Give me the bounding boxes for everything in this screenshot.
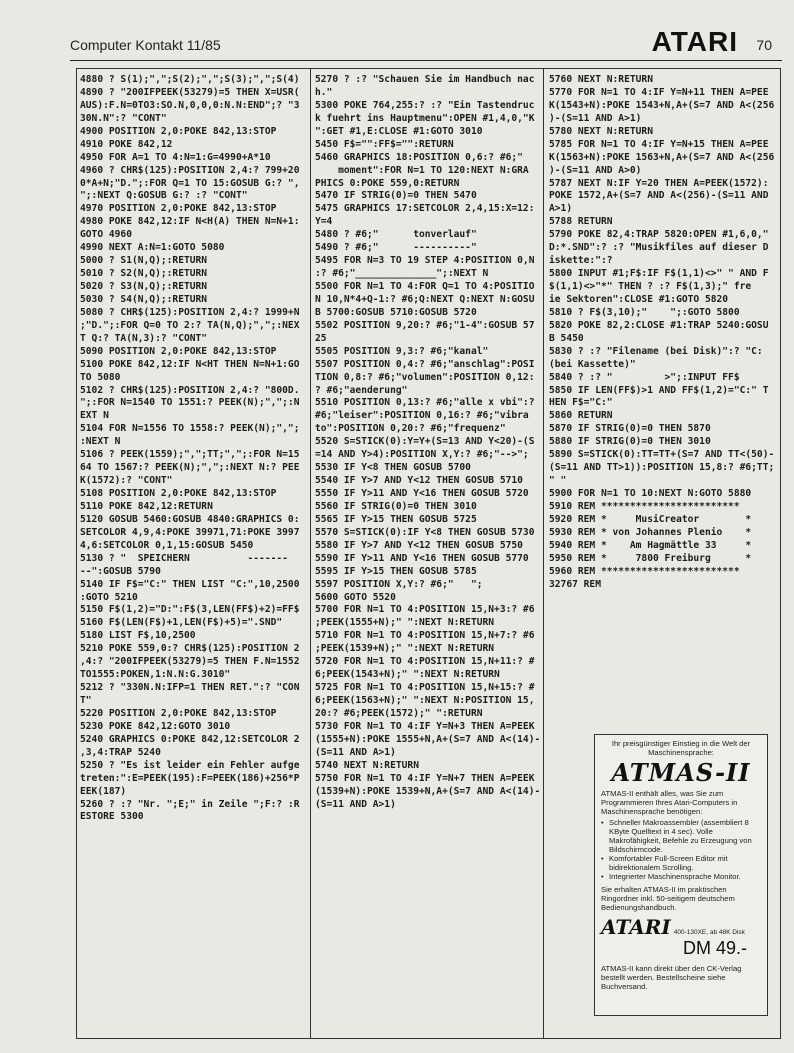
code-line: K(1572):? "CONT" [80,475,173,487]
listing-column-2 [315,74,540,811]
atmas-advertisement [594,734,768,1016]
code-line: #6;"leiser":POSITION 0,16:? #6;"vibra [315,410,529,422]
code-line: 5930 REM * von Johannes Plenio * [549,526,752,538]
code-line: 5600 GOTO 5520 [315,591,396,603]
code-line: 5160 F$(LEN(F$)+1,LEN(F$)+5)=".SND" [80,617,283,629]
code-line: :NEXT N [80,436,121,448]
code-line: )-(S=11 AND A>1) [549,112,642,124]
code-line: 4970 POSITION 2,0:POKE 842,13:STOP [80,203,277,215]
code-line: 5700 FOR N=1 TO 4:POSITION 15,N+3:? #6 [315,604,535,616]
code-line: Y=4 [315,216,333,228]
code-line: 5530 IF Y<8 THEN GOSUB 5700 [315,462,471,474]
code-line: ie Sektoren":CLOSE #1:GOTO 5820 [549,293,729,305]
code-line: 5510 POSITION 0,13:? #6;"alle x vbi":? [315,397,535,409]
code-line: T" [80,695,92,706]
code-line: 5840 ? :? " >";:INPUT FF$ [549,371,740,383]
bullet-icon: • [601,872,604,881]
code-line: 5900 FOR N=1 TO 10:NEXT N:GOTO 5880 [549,488,752,499]
code-line: TO1555:POKEN,1:N.N:G.3010" [80,669,231,681]
code-line: )-(S=11 AND A>0) [549,164,642,176]
code-line: POKE 1572,A+(S=7 AND A<(256)-(S=11 AND [549,190,769,202]
ad-feature [601,854,761,872]
code-line: 5475 GRAPHICS 17:SETCOLOR 2,4,15:X=12: [315,203,535,215]
code-line: TION 0,8:? #6;"volumen":POSITION 0,12: [315,371,535,383]
column-divider-1 [310,68,311,1039]
code-line: 4950 FOR A=1 TO 4:N=1:G=4990+A*10 [80,151,271,163]
code-line: K(1543+N):POKE 1543+N,A+(S=7 AND A<(256 [549,99,775,111]
code-line: ";:FOR N=1540 TO 1551:? PEEK(N);",";:N [80,397,300,409]
ad-feature [601,818,761,854]
code-line: h." [315,86,333,98]
code-line: 5104 FOR N=1556 TO 1558:? PEEK(N);","; [80,423,300,435]
code-line: 5120 GOSUB 5460:GOSUB 4840:GRAPHICS 0: [80,513,300,525]
ad-feature [601,872,761,881]
code-line: HEN F$="C:" [549,397,613,409]
code-line: 4900 POSITION 2,0:POKE 842,13:STOP [80,125,277,137]
code-line: 5505 POSITION 9,3:? #6;"kanal" [315,345,489,357]
code-line: 5730 FOR N=1 TO 4:IF Y=N+3 THEN A=PEEK [315,720,535,732]
code-line: " " [549,475,567,487]
code-line: ,4:? "200IFPEEK(53279)=5 THEN F.N=1552 [80,656,300,668]
code-line: 5020 ? S3(N,Q);:RETURN [80,281,208,292]
code-line: 5180 LIST F$,10,2500 [80,630,196,642]
code-line: 5750 FOR N=1 TO 4:IF Y=N+7 THEN A=PEEK [315,772,535,784]
code-line: 5820 POKE 82,2:CLOSE #1:TRAP 5240:GOSU [549,319,769,331]
code-line: 5470 IF STRIG(0)=0 THEN 5470 [315,190,477,202]
code-line: 5725 FOR N=1 TO 4:POSITION 15,N+15:? # [315,682,535,694]
code-line: 5810 ? F$(3,10);" ";:GOTO 5800 [549,306,740,318]
code-line: ? #6;"aenderung" [315,384,408,396]
code-line: 5787 NEXT N:IF Y=20 THEN A=PEEK(1572): [549,177,769,189]
ad-intro: Ihr preisgünstiger Einstieg in die Welt der Maschinensprache: [611,739,751,757]
ad-description: ATMAS-II enthält alles, was Sie zum Programmieren Ihres Atari-Computers in Maschinensprache benötigen: [601,789,738,816]
code-line: 5830 ? :? "Filename (bei Disk)":? "C: [549,345,763,357]
code-line: ";:NEXT Q:GOSUB G:? :? "CONT" [80,190,248,202]
code-line: 5788 RETURN [549,216,613,228]
code-line: ,3,4:TRAP 5240 [80,746,161,758]
code-line: SETCOLOR 4,9,4:POKE 39971,71:POKE 3997 [80,526,300,538]
code-line: 5500 FOR N=1 TO 4:FOR Q=1 TO 4:POSITIO [315,281,535,292]
section-brand: ATARI [651,26,738,57]
code-line: 5860 RETURN [549,410,613,422]
code-line: 5460 GRAPHICS 18:POSITION 0,6:? #6;" [315,151,523,163]
code-line: 5740 NEXT N:RETURN [315,759,419,771]
code-line: 6;PEEK(1543+N);" ":NEXT N:RETURN [315,669,500,681]
code-line: 5850 IF LEN(FF$)>1 AND FF$(1,2)="C:" T [549,384,769,396]
code-line: (1555+N):POKE 1555+N,A+(S=7 AND A<(14)- [315,733,541,745]
code-line: treten:":E=PEEK(195):F=PEEK(186)+256*P [80,772,300,784]
code-line: EEK(187) [80,785,127,797]
code-line: 5240 GRAPHICS 0:POKE 842,12:SETCOLOR 2 [80,733,300,745]
code-line: ":GET #1,E:CLOSE #1:GOTO 3010 [315,125,483,137]
code-line: 4990 NEXT A:N=1:GOTO 5080 [80,242,225,254]
code-line: 5890 S=STICK(0):TT=TT+(S=7 AND TT<(50)- [549,449,775,461]
code-line: 5495 FOR N=3 TO 19 STEP 4:POSITION 0,N [315,255,535,267]
code-line: 4980 POKE 842,12:IF N<H(A) THEN N=N+1: [80,216,300,228]
code-line: 4880 ? S(1);",";S(2);",";S(3);",";S(4) [80,74,300,85]
page-number: 70 [756,37,772,53]
code-line: TO 5080 [80,371,121,383]
code-line: N 10,N*4+Q-1:? #6;Q:NEXT Q:NEXT N:GOSU [315,293,535,305]
code-line: 5580 IF Y>7 AND Y<12 THEN GOSUB 5750 [315,539,523,551]
code-line: 5490 ? #6;" ----------" [315,242,477,254]
code-line: (S=11 AND TT>1)):POSITION 15,8:? #6;TT; [549,462,775,474]
code-line: 5108 POSITION 2,0:POKE 842,13:STOP [80,488,277,499]
code-line: 5560 IF STRIG(0)=0 THEN 3010 [315,500,477,512]
code-line: 5270 ? :? "Schauen Sie im Handbuch nac [315,74,535,85]
code-line: 5870 IF STRIG(0)=0 THEN 5870 [549,423,711,435]
code-line: 5140 IF F$="C:" THEN LIST "C:",10,2500 [80,578,300,590]
code-line: ;PEEK(1539+N);" ":NEXT N:RETURN [315,643,495,655]
code-line: AUS):F.N=0TO3:SO.N,0,0,0:N.N:END";? "3 [80,99,300,111]
code-line: 5150 F$(1,2)="D:":F$(3,LEN(FF$)+2)=FF$ [80,604,300,616]
code-line: 5960 REM ************************ [549,565,740,577]
code-line: 20:? #6;PEEK(1572);" ":RETURN [315,707,483,719]
page-header [70,26,782,61]
code-line: 5450 F$="":FF$="":RETURN [315,138,454,150]
code-line: 5550 IF Y>11 AND Y<16 THEN GOSUB 5720 [315,488,529,499]
code-line: 5520 S=STICK(0):Y=Y+(S=13 AND Y<20)-(S [315,436,535,448]
code-line: 5720 FOR N=1 TO 4:POSITION 15,N+11:? # [315,656,535,668]
ad-feature-text: Komfortabler Full-Screen Editor mit bidirektionalem Scrolling. [609,854,728,872]
code-line: (1539+N):POKE 1539+N,A+(S=7 AND A<(14)- [315,785,541,797]
code-line: 5540 IF Y>7 AND Y<12 THEN GOSUB 5710 [315,475,523,487]
code-line: to":POSITION 0,20:? #6;"frequenz" [315,423,506,435]
ad-feature-text: Schneller Makroassembler (assembliert 8 KByte Quelltext in 4 sec). Volle Makrofähigkeit, Befehle zu Erzeugung von Bildschirmcode. [609,818,752,854]
code-line: 0*A+N;"D.";:FOR Q=1 TO 15:GOSUB G:? ", [80,177,300,189]
code-line: 5502 POSITION 9,20:? #6;"1-4":GOSUB 57 [315,319,535,331]
code-line: 4960 ? CHR$(125):POSITION 2,4:? 799+20 [80,164,300,176]
code-line: 64 TO 1567:? PEEK(N);",";:NEXT N:? PEE [80,462,300,474]
code-line: 5910 REM ************************ [549,500,740,512]
code-line: 5110 POKE 842,12:RETURN [80,500,213,512]
code-line: (bei Kassette)" [549,358,636,370]
code-line: A>1) [549,203,573,215]
code-line: 5940 REM * Am Hagmättle 33 * [549,539,752,551]
code-line: (S=11 AND A>1) [315,746,396,758]
code-line: PHICS 0:POKE 559,0:RETURN [315,177,460,189]
code-line: 5760 NEXT N:RETURN [549,74,653,85]
bullet-icon: • [601,854,604,863]
code-line: B 5700:GOSUB 5710:GOSUB 5720 [315,306,477,318]
code-line: T Q:? TA(N,3):? "CONT" [80,332,208,344]
code-line: 5210 POKE 559,0:? CHR$(125):POSITION 2 [80,643,300,655]
code-line: k fuehrt ins Hauptmenu":OPEN #1,4,0,"K [315,112,535,124]
ad-logo-row [601,916,761,938]
ad-order-text: ATMAS-II kann direkt über den CK-Verlag bestellt werden. Bestellscheine siehe Buchversand. [601,964,742,991]
code-line: 5570 S=STICK(0):IF Y<8 THEN GOSUB 5730 [315,526,535,538]
code-line: 5090 POSITION 2,0:POKE 842,13:STOP [80,345,277,357]
code-line: --":GOSUB 5790 [80,565,161,577]
code-line: 5480 ? #6;" tonverlauf" [315,229,477,241]
code-line: =14 AND Y>4):POSITION X,Y:? #6;"-->"; [315,449,529,461]
code-line: 5230 POKE 842,12:GOTO 3010 [80,720,231,732]
ad-product-title: ATMAS-II [611,758,751,787]
code-line: :? #6;"______________";:NEXT N [315,268,489,280]
code-line: 5770 FOR N=1 TO 4:IF Y=N+11 THEN A=PEE [549,86,769,98]
code-line: 5100 POKE 842,12:IF N<HT THEN N=N+1:GO [80,358,300,370]
code-line: D:*.SND":? :? "Musikfiles auf dieser D [549,242,769,254]
code-line: iskette:":? [549,255,613,267]
code-line: 5597 POSITION X,Y:? #6;" "; [315,578,483,590]
code-line: (S=11 AND A>1) [315,798,396,810]
code-line: 5250 ? "Es ist leider ein Fehler aufge [80,759,300,771]
code-line: moment":FOR N=1 TO 120:NEXT N:GRA [315,164,529,176]
code-line: 4,6:SETCOLOR 0,1,15:GOSUB 5450 [80,539,254,551]
code-line: 5785 FOR N=1 TO 4:IF Y=N+15 THEN A=PEE [549,138,769,150]
code-line: 5212 ? "330N.N:IFP=1 THEN RET.":? "CON [80,682,300,694]
code-line: K(1563+N):POKE 1563+N,A+(S=7 AND A<(256 [549,151,775,163]
code-line: 5710 FOR N=1 TO 4:POSITION 15,N+7:? #6 [315,630,535,642]
code-line: ESTORE 5300 [80,811,144,823]
code-line: 5780 NEXT N:RETURN [549,125,653,137]
code-line: 5880 IF STRIG(0)=0 THEN 3010 [549,436,711,448]
code-line: 5507 POSITION 0,4:? #6;"anschlag":POSI [315,358,535,370]
code-line: 25 [315,332,327,344]
code-line: 5106 ? PEEK(1559);",";TT;",";:FOR N=15 [80,449,300,461]
code-line: $(1,1)<>"*" THEN ? :? F$(1,3);" fre [549,281,752,292]
code-line: 5102 ? CHR$(125):POSITION 2,4:? "800D. [80,384,300,396]
code-line: 30N.N":? "CONT" [80,112,167,124]
code-line: 5950 REM * 7800 Freiburg * [549,552,752,564]
magazine-title: Computer Kontakt 11/85 [70,37,221,53]
code-line: EXT N [80,410,109,422]
ad-price: DM 49.- [682,938,747,958]
code-line: 5920 REM * MusiCreator * [549,513,752,525]
code-line: 5130 ? " SPEICHERN ------- [80,552,288,564]
code-line: :GOTO 5210 [80,591,138,603]
code-line: 32767 REM [549,578,601,590]
code-line: 5220 POSITION 2,0:POKE 842,13:STOP [80,707,277,719]
column-divider-2 [543,68,544,1039]
code-line: 5790 POKE 82,4:TRAP 5820:OPEN #1,6,0," [549,229,769,241]
code-line: GOTO 4960 [80,229,132,241]
code-line: 5565 IF Y>15 THEN GOSUB 5725 [315,513,477,525]
bullet-icon: • [601,818,604,827]
code-line: B 5450 [549,332,584,344]
code-line: 4890 ? "200IFPEEK(53279)=5 THEN X=USR( [80,86,300,98]
code-line: 5260 ? :? "Nr. ";E;" in Zeile ";F:? :R [80,798,300,810]
code-line: 5000 ? S1(N,Q);:RETURN [80,255,208,267]
code-line: 5080 ? CHR$(125):POSITION 2,4:? 1999+N [80,306,300,318]
listing-column-1 [80,74,300,824]
code-line: ;"D.";:FOR Q=0 TO 2:? TA(N,Q);",";:NEX [80,319,300,331]
ad-models: 400-130XE, ab 48K Disk [673,928,745,936]
ad-feature-text: Integrierter Maschinensprache Monitor. [609,872,741,881]
code-line: 4910 POKE 842,12 [80,138,173,150]
code-line: 5030 ? S4(N,Q);:RETURN [80,293,208,305]
ad-footer-text: Sie erhalten ATMAS-II im praktischen Ringordner inkl. 50-seitigem deutschem Bedienungshandbuch. [601,885,735,912]
code-line: 5300 POKE 764,255:? :? "Ein Tastendruc [315,99,535,111]
code-line: 5800 INPUT #1;F$:IF F$(1,1)<>" " AND F [549,268,769,280]
code-line: 6;PEEK(1563+N);" ":NEXT N:POSITION 15, [315,695,535,706]
atari-logo: ATARI [601,915,671,939]
code-line: 5010 ? S2(N,Q);:RETURN [80,268,208,280]
code-line: ;PEEK(1555+N);" ":NEXT N:RETURN [315,617,495,629]
code-line: 5595 IF Y>15 THEN GOSUB 5785 [315,565,477,577]
code-line: 5590 IF Y>11 AND Y<16 THEN GOSUB 5770 [315,552,529,564]
listing-column-3 [549,74,774,592]
